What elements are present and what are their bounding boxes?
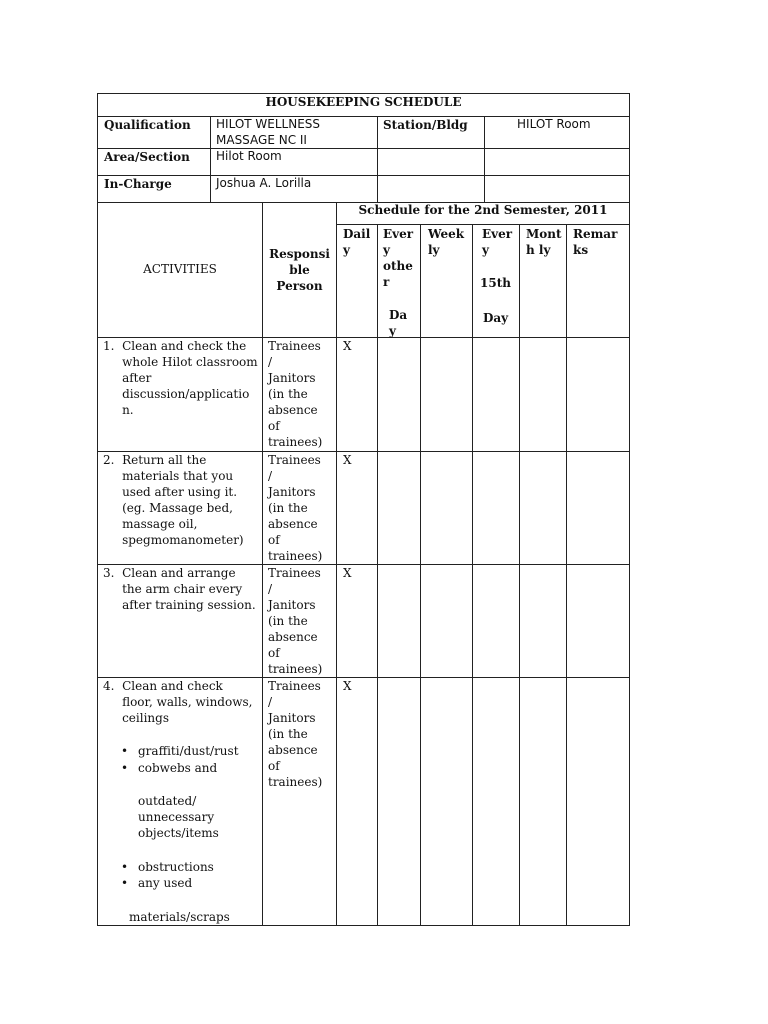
responsible-text: Trainees / Janitors (in the absence of trainees): [268, 453, 323, 563]
activity-text: 2. Return all the materials that you used after using it. (eg. Massage bed, massage oil, spegmomanometer): [103, 453, 244, 547]
bullet-dot-icon: •: [121, 744, 129, 758]
col-15th-header: Ever y: [482, 227, 513, 257]
col-everyother-header: Ever y othe r: [383, 227, 414, 289]
rule-col-15th: [519, 224, 520, 926]
bullet-item-continuation: materials/scraps: [129, 910, 230, 924]
station-label: Station/Bldg: [383, 118, 468, 132]
rule-left: [97, 93, 98, 926]
activities-header: ACTIVITIES: [143, 262, 217, 276]
responsible-text: Trainees / Janitors (in the absence of trainees): [268, 566, 323, 676]
bullet-dot-icon: •: [121, 876, 129, 890]
document-title: HOUSEKEEPING SCHEDULE: [265, 95, 462, 109]
rule-col-activities: [262, 202, 263, 926]
activity-text: 1. Clean and check the whole Hilot classroom after discussion/applicatio n.: [103, 339, 258, 417]
responsible-text: Trainees / Janitors (in the absence of trainees): [268, 679, 323, 789]
responsible-header: Responsi ble Person: [269, 247, 330, 293]
rule-info-v3: [484, 116, 485, 203]
col-everyother-header-day: Da y: [389, 308, 408, 338]
col-15th-header-15th: 15th: [480, 276, 511, 290]
area-label: Area/Section: [104, 150, 190, 164]
rule-area-bottom: [97, 175, 630, 176]
daily-mark: X: [343, 679, 352, 693]
rule-col-responsible: [336, 202, 337, 926]
activity-text: 3. Clean and arrange the arm chair every after training session.: [103, 566, 256, 612]
bullet-item: graffiti/dust/rust: [138, 744, 239, 758]
bullet-item: cobwebs and: [138, 761, 218, 775]
station-value: HILOT Room: [517, 117, 591, 131]
rule-info-v2: [377, 116, 378, 203]
rule-semester-bottom: [336, 224, 630, 225]
col-daily-header: Dail y: [343, 227, 371, 257]
col-weekly-header: Week ly: [428, 227, 465, 257]
rule-right: [629, 93, 630, 926]
daily-mark: X: [343, 453, 352, 467]
rule-info-v1: [210, 116, 211, 203]
bullet-item-continuation: outdated/ unnecessary objects/items: [138, 794, 219, 840]
incharge-value: Joshua A. Lorilla: [216, 176, 312, 190]
incharge-label: In-Charge: [104, 177, 172, 191]
responsible-text: Trainees / Janitors (in the absence of trainees): [268, 339, 323, 449]
activity-text: 4. Clean and check floor, walls, windows, ceilings: [103, 679, 253, 725]
area-value: Hilot Room: [216, 149, 282, 163]
col-monthly-header: Mont h ly: [526, 227, 562, 257]
bullet-item: any used: [138, 876, 193, 890]
daily-mark: X: [343, 566, 352, 580]
rule-col-weekly: [472, 224, 473, 926]
bullet-dot-icon: •: [121, 761, 129, 775]
qualification-value: HILOT WELLNESS MASSAGE NC II: [216, 117, 321, 147]
bullet-dot-icon: •: [121, 860, 129, 874]
daily-mark: X: [343, 339, 352, 353]
qualification-label: Qualification: [104, 118, 191, 132]
col-remarks-header: Remar ks: [573, 227, 618, 257]
bullet-item: obstructions: [138, 860, 214, 874]
semester-heading: Schedule for the 2nd Semester, 2011: [358, 203, 608, 217]
rule-col-daily: [377, 224, 378, 926]
rule-bottom: [97, 925, 630, 926]
rule-col-everyother: [420, 224, 421, 926]
rule-col-monthly: [566, 224, 567, 926]
col-15th-header-day: Day: [483, 311, 509, 325]
